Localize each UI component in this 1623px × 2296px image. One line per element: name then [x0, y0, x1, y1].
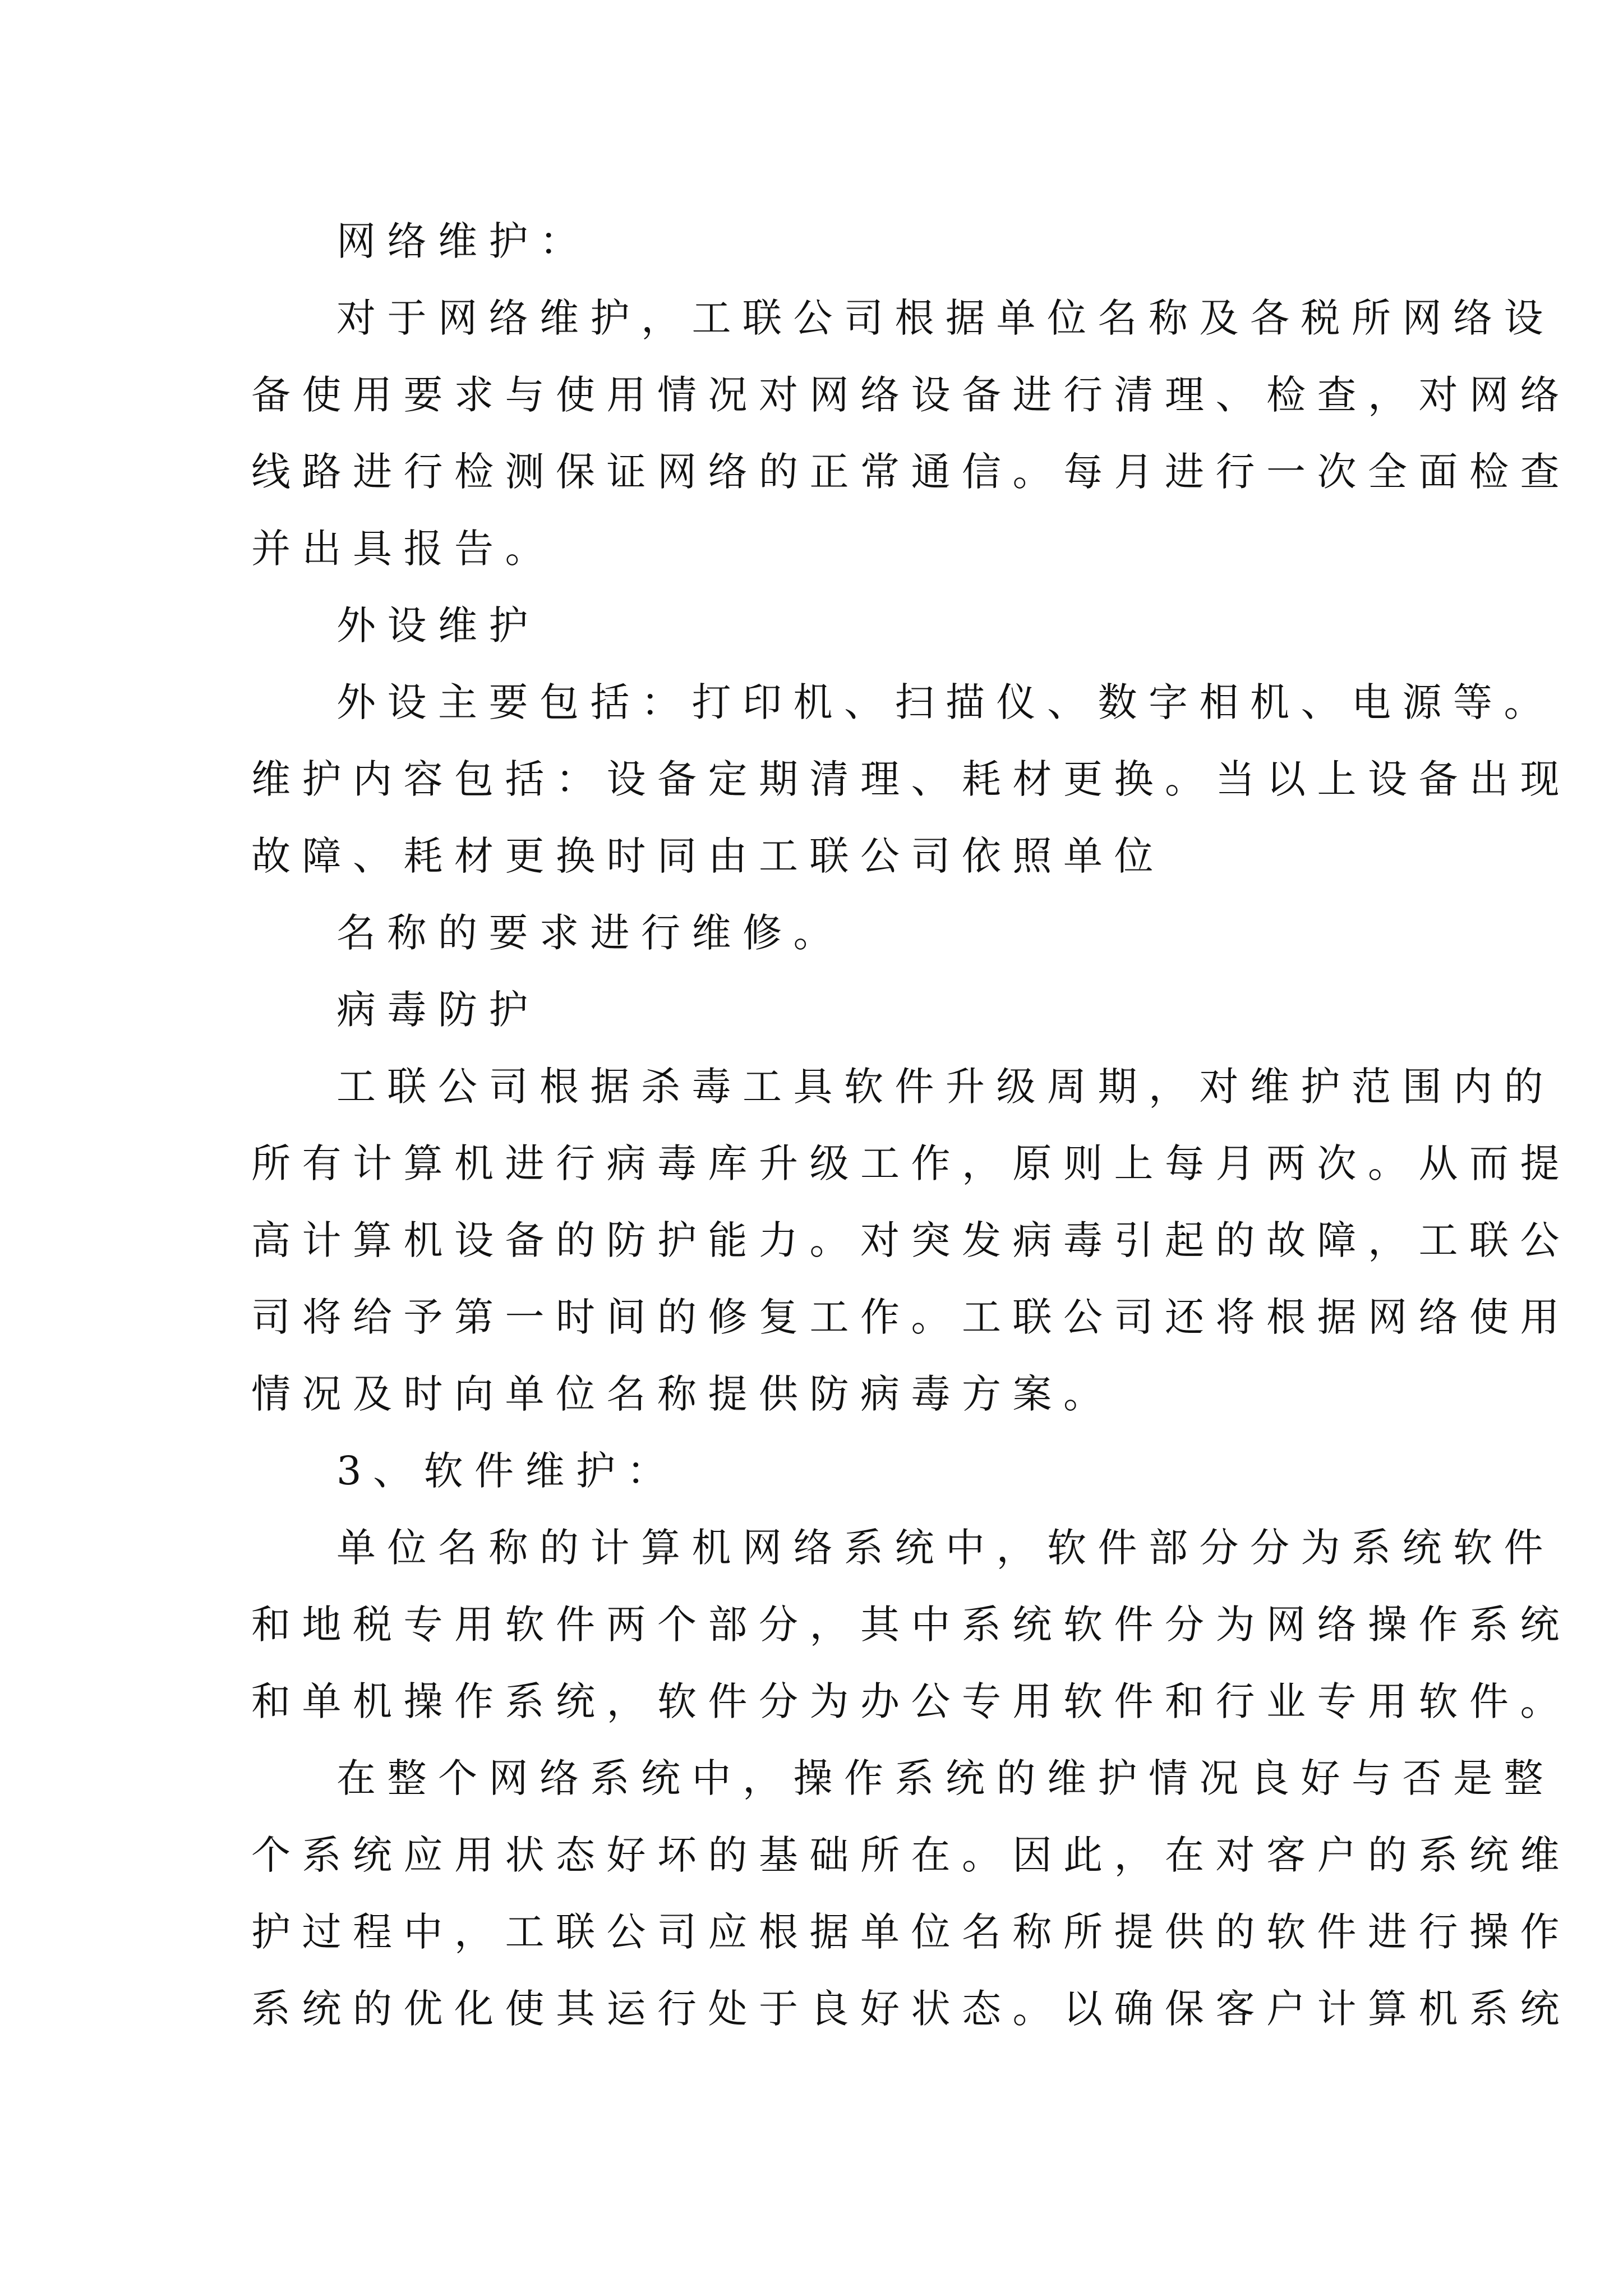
heading-virus-protection: 病毒防护	[336, 987, 540, 1033]
paragraph-line: 故障、耗材更换时同由工联公司依照单位	[251, 833, 1165, 879]
paragraph-line: 名称的要求进行维修。	[336, 910, 844, 956]
paragraph-line: 在整个网络系统中，操作系统的维护情况良好与否是整	[336, 1755, 1555, 1801]
paragraph-line: 并出具报告。	[251, 526, 556, 572]
paragraph-line: 维护内容包括：设备定期清理、耗材更换。当以上设备出现	[251, 756, 1571, 802]
paragraph-line: 和地税专用软件两个部分，其中系统软件分为网络操作系统	[251, 1602, 1571, 1648]
paragraph-line: 线路进行检测保证网络的正常通信。每月进行一次全面检查	[251, 449, 1571, 495]
heading-software-maintenance: 3、软件维护：	[336, 1448, 678, 1494]
paragraph-line: 外设主要包括：打印机、扫描仪、数字相机、电源等。	[336, 679, 1555, 725]
heading-network-maintenance: 网络维护：	[336, 218, 591, 264]
paragraph-line: 个系统应用状态好坏的基础所在。因此，在对客户的系统维	[251, 1832, 1571, 1878]
paragraph-line: 系统的优化使其运行处于良好状态。以确保客户计算机系统	[251, 1986, 1571, 2032]
paragraph-line: 单位名称的计算机网络系统中，软件部分分为系统软件	[336, 1525, 1555, 1571]
paragraph-line: 工联公司根据杀毒工具软件升级周期，对维护范围内的	[336, 1064, 1555, 1110]
paragraph-line: 备使用要求与使用情况对网络设备进行清理、检查，对网络	[251, 372, 1571, 418]
paragraph-line: 所有计算机进行病毒库升级工作，原则上每月两次。从而提	[251, 1140, 1571, 1186]
paragraph-line: 情况及时向单位名称提供防病毒方案。	[251, 1371, 1114, 1417]
heading-peripheral-maintenance: 外设维护	[336, 602, 540, 648]
paragraph-line: 护过程中，工联公司应根据单位名称所提供的软件进行操作	[251, 1909, 1571, 1955]
paragraph-line: 司将给予第一时间的修复工作。工联公司还将根据网络使用	[251, 1294, 1571, 1340]
paragraph-line: 和单机操作系统，软件分为办公专用软件和行业专用软件。	[251, 1678, 1571, 1724]
paragraph-line: 高计算机设备的防护能力。对突发病毒引起的故障，工联公	[251, 1217, 1571, 1263]
paragraph-line: 对于网络维护，工联公司根据单位名称及各税所网络设	[336, 295, 1555, 341]
